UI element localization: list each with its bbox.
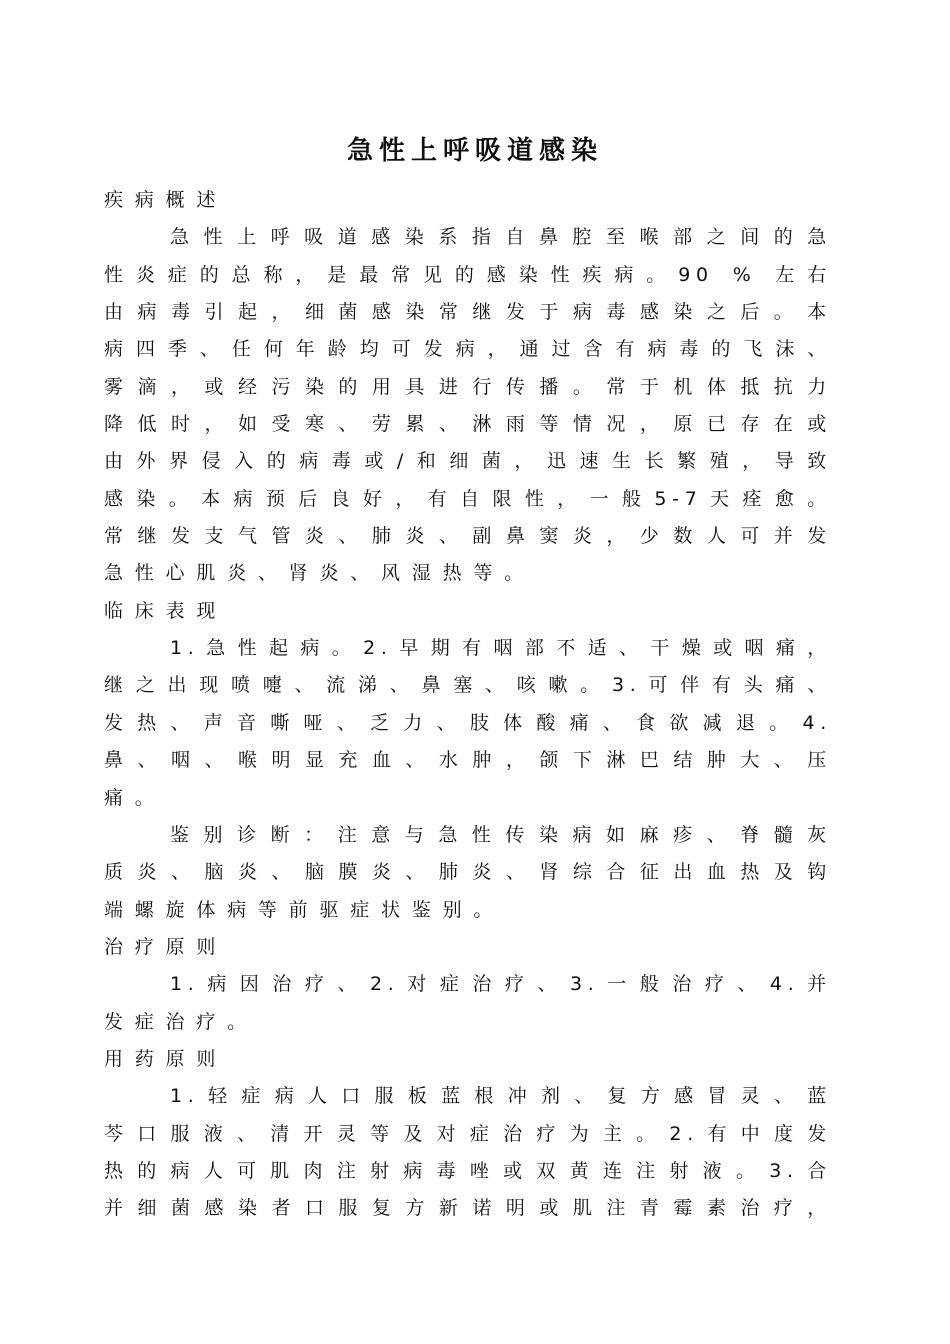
- treatment-line: 1.病因治疗、2.对症治疗、3.一般治疗、4.并: [170, 973, 832, 996]
- section-heading-overview: 疾病概述: [104, 189, 228, 211]
- section-heading-clinical: 临床表现: [104, 599, 228, 622]
- medication-line: 芩口服液、清开灵等及对症治疗为主。2.有中度发: [104, 1122, 832, 1145]
- overview-line: 性炎症的总称，是最常见的感染性疾病。90 % 左右: [104, 263, 832, 286]
- overview-line: 雾滴，或经污染的用具进行传播。常于机体抵抗力: [104, 375, 832, 398]
- section-heading-medication: 用药原则: [104, 1047, 228, 1070]
- diagnosis-line: 鉴别诊断：注意与急性传染病如麻疹、脊髓灰: [170, 823, 832, 846]
- clinical-line: 继之出现喷嚏、流涕、鼻塞、咳嗽。3.可伴有头痛、: [104, 674, 832, 697]
- clinical-line: 发热、声音嘶哑、乏力、肢体酸痛、食欲减退。4.: [104, 711, 832, 734]
- overview-line: 急性心肌炎、肾炎、风湿热等。: [104, 562, 535, 585]
- diagnosis-line: 端螺旋体病等前驱症状鉴别。: [104, 898, 505, 921]
- overview-line: 由病毒引起，细菌感染常继发于病毒感染之后。本: [104, 301, 832, 324]
- overview-line: 病四季、任何年龄均可发病，通过含有病毒的飞沫、: [104, 338, 832, 361]
- overview-line: 由外界侵入的病毒或/和细菌，迅速生长繁殖，导致: [104, 450, 832, 473]
- treatment-line: 发症治疗。: [104, 1010, 258, 1033]
- document-body: [104, 182, 844, 1228]
- medication-line: 并细菌感染者口服复方新诺明或肌注青霉素治疗，: [104, 1197, 832, 1220]
- overview-line: 急性上呼吸道感染系指自鼻腔至喉部之间的急: [170, 226, 832, 249]
- section-heading-treatment: 治疗原则: [104, 935, 228, 958]
- clinical-line: 鼻、咽、喉明显充血、水肿，颌下淋巴结肿大、压: [104, 749, 832, 772]
- medication-line: 1.轻症病人口服板蓝根冲剂、复方感冒灵、蓝: [170, 1085, 832, 1108]
- overview-line: 降低时，如受寒、劳累、淋雨等情况，原已存在或: [104, 413, 832, 436]
- clinical-line: 痛。: [104, 786, 166, 809]
- medication-line: 热的病人可肌肉注射病毒唑或双黄连注射液。3.合: [104, 1159, 832, 1182]
- clinical-line: 1.急性起病。2.早期有咽部不适、干燥或咽痛，: [170, 637, 832, 660]
- diagnosis-line: 质炎、脑炎、脑膜炎、肺炎、肾综合征出血热及钩: [104, 861, 832, 884]
- document-title: 急性上呼吸道感染: [346, 136, 603, 166]
- overview-line: 感染。本病预后良好，有自限性，一般5-7天痊愈。: [104, 487, 832, 510]
- overview-line: 常继发支气管炎、肺炎、副鼻窦炎，少数人可并发: [104, 525, 832, 548]
